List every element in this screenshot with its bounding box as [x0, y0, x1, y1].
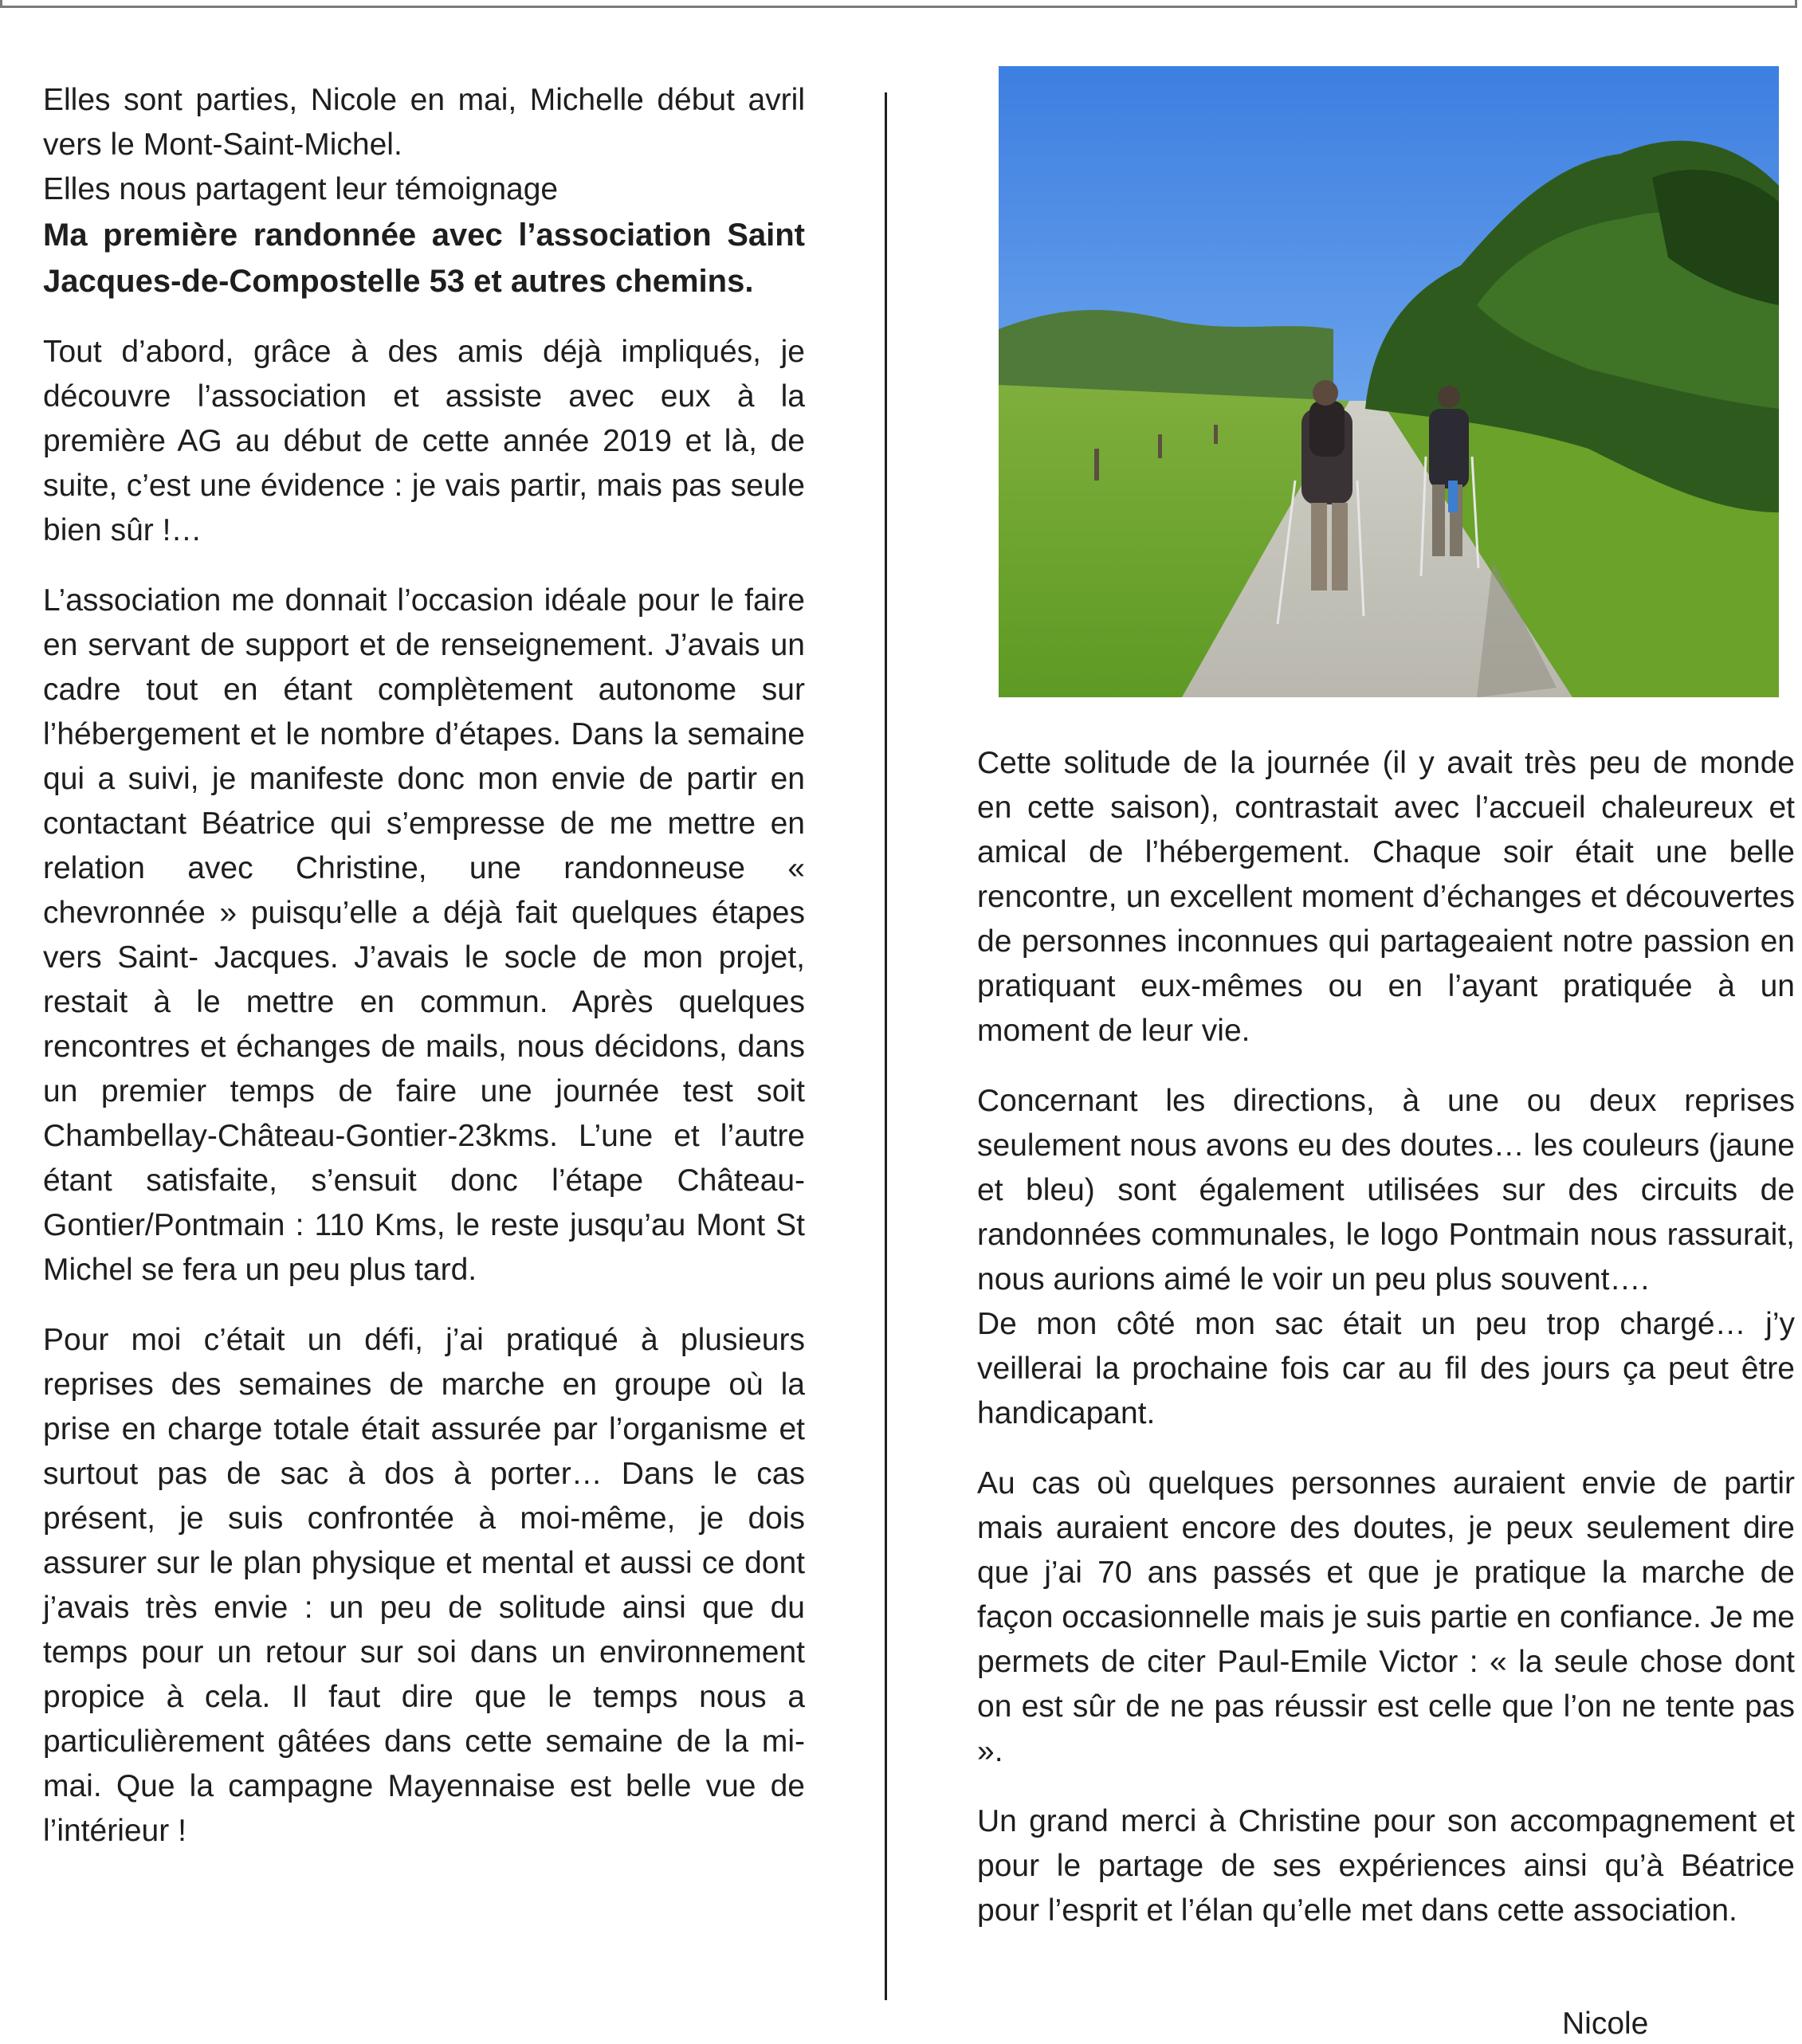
intro-line-1: Elles sont parties, Nicole en mai, Michelle début avril vers le Mont-Saint-Michel. [43, 83, 805, 162]
right-column [977, 741, 1795, 1933]
right-paragraph-3: De mon côté mon sac était un peu trop chargé… j’y veillerai la prochaine fois car au fil des jours ça peut être handicapant. [977, 1307, 1795, 1430]
right-paragraph-2: Concernant les directions, à une ou deux reprises seulement nous avons eu des doutes… les couleurs (jaune et bleu) sont également utilisées sur des circuits de randonnées communales, le logo Pontmain nous rassurait, nous aurions aimé le voir un peu plus souvent…. [977, 1084, 1795, 1297]
right-paragraph-5: Un grand merci à Christine pour son accompagnement et pour le partage de ses expériences ainsi qu’à Béatrice pour l’esprit et l’élan qu’elle met dans cette association. [977, 1804, 1795, 1928]
hikers-photo [999, 66, 1779, 697]
right-paragraph-4: Au cas où quelques personnes auraient envie de partir mais auraient encore des doutes, je peux seulement dire que j’ai 70 ans passés et que je pratique la marche de façon occasionnelle mais je suis partie en confiance. Je me permets de citer Paul-Emile Victor : « la seule chose dont on est sûr de ne pas réussir est celle que l’on ne tente pas ». [977, 1466, 1795, 1768]
left-column [43, 78, 805, 1854]
left-paragraph-2: L’association me donnait l’occasion idéale pour le faire en servant de support et de renseignement. J’avais un cadre tout en étant complètement autonome sur l’hébergement et le nombre d’étapes. Dans la semaine qui a suivi, je manifeste donc mon envie de partir en contactant Béatrice qui s’empresse de me mettre en relation avec Christine, une randonneuse « chevronnée » puisqu’elle a déjà fait quelques étapes vers Saint- Jacques. J’avais le socle de mon projet, restait à le mettre en commun. Après quelques rencontres et échanges de mails, nous décidons, dans un premier temps de faire une journée test soit Chambellay-Château-Gontier-23kms. L’une et l’autre étant satisfaite, s’ensuit donc l’étape Château-Gontier/Pontmain : 110 Kms, le reste jusqu’au Mont St Michel se fera un peu plus tard. [43, 583, 805, 1287]
left-paragraph-3: Pour moi c’était un défi, j’ai pratiqué à plusieurs reprises des semaines de marche en groupe où la prise en charge totale était assurée par l’organisme et surtout pas de sac à dos à porter… Dans le cas présent, je suis confrontée à moi-même, je dois assurer sur le plan physique et mental et aussi ce dont j’avais très envie : un peu de solitude ainsi que du temps pour un retour sur soi dans un environnement propice à cela. Il faut dire que le temps nous a particulièrement gâtées dans cette semaine de la mi-mai. Que la campagne Mayennaise est belle vue de l’intérieur ! [43, 1323, 805, 1848]
right-paragraph-1: Cette solitude de la journée (il y avait très peu de monde en cette saison), contrastait avec l’accueil chaleureux et amical de l’hébergement. Chaque soir était une belle rencontre, un excellent moment d’échanges et découvertes de personnes inconnues qui partageaient notre passion en pratiquant eux-mêmes ou en l’ayant pratiquée à un moment de leur vie. [977, 746, 1795, 1048]
article-heading: Ma première randonnée avec l’association Saint Jacques-de-Compostelle 53 et autres chemins. [43, 218, 805, 299]
intro-line-2: Elles nous partagent leur témoignage [43, 172, 559, 206]
signature: Nicole [1562, 2007, 1649, 2041]
left-paragraph-1: Tout d’abord, grâce à des amis déjà impliqués, je découvre l’association et assiste avec eux à la première AG au début de cette année 2019 et là, de suite, c’est une évidence : je vais partir, mais pas seule bien sûr !… [43, 335, 805, 547]
page-top-frame [0, 0, 1797, 8]
column-divider [885, 92, 887, 2000]
